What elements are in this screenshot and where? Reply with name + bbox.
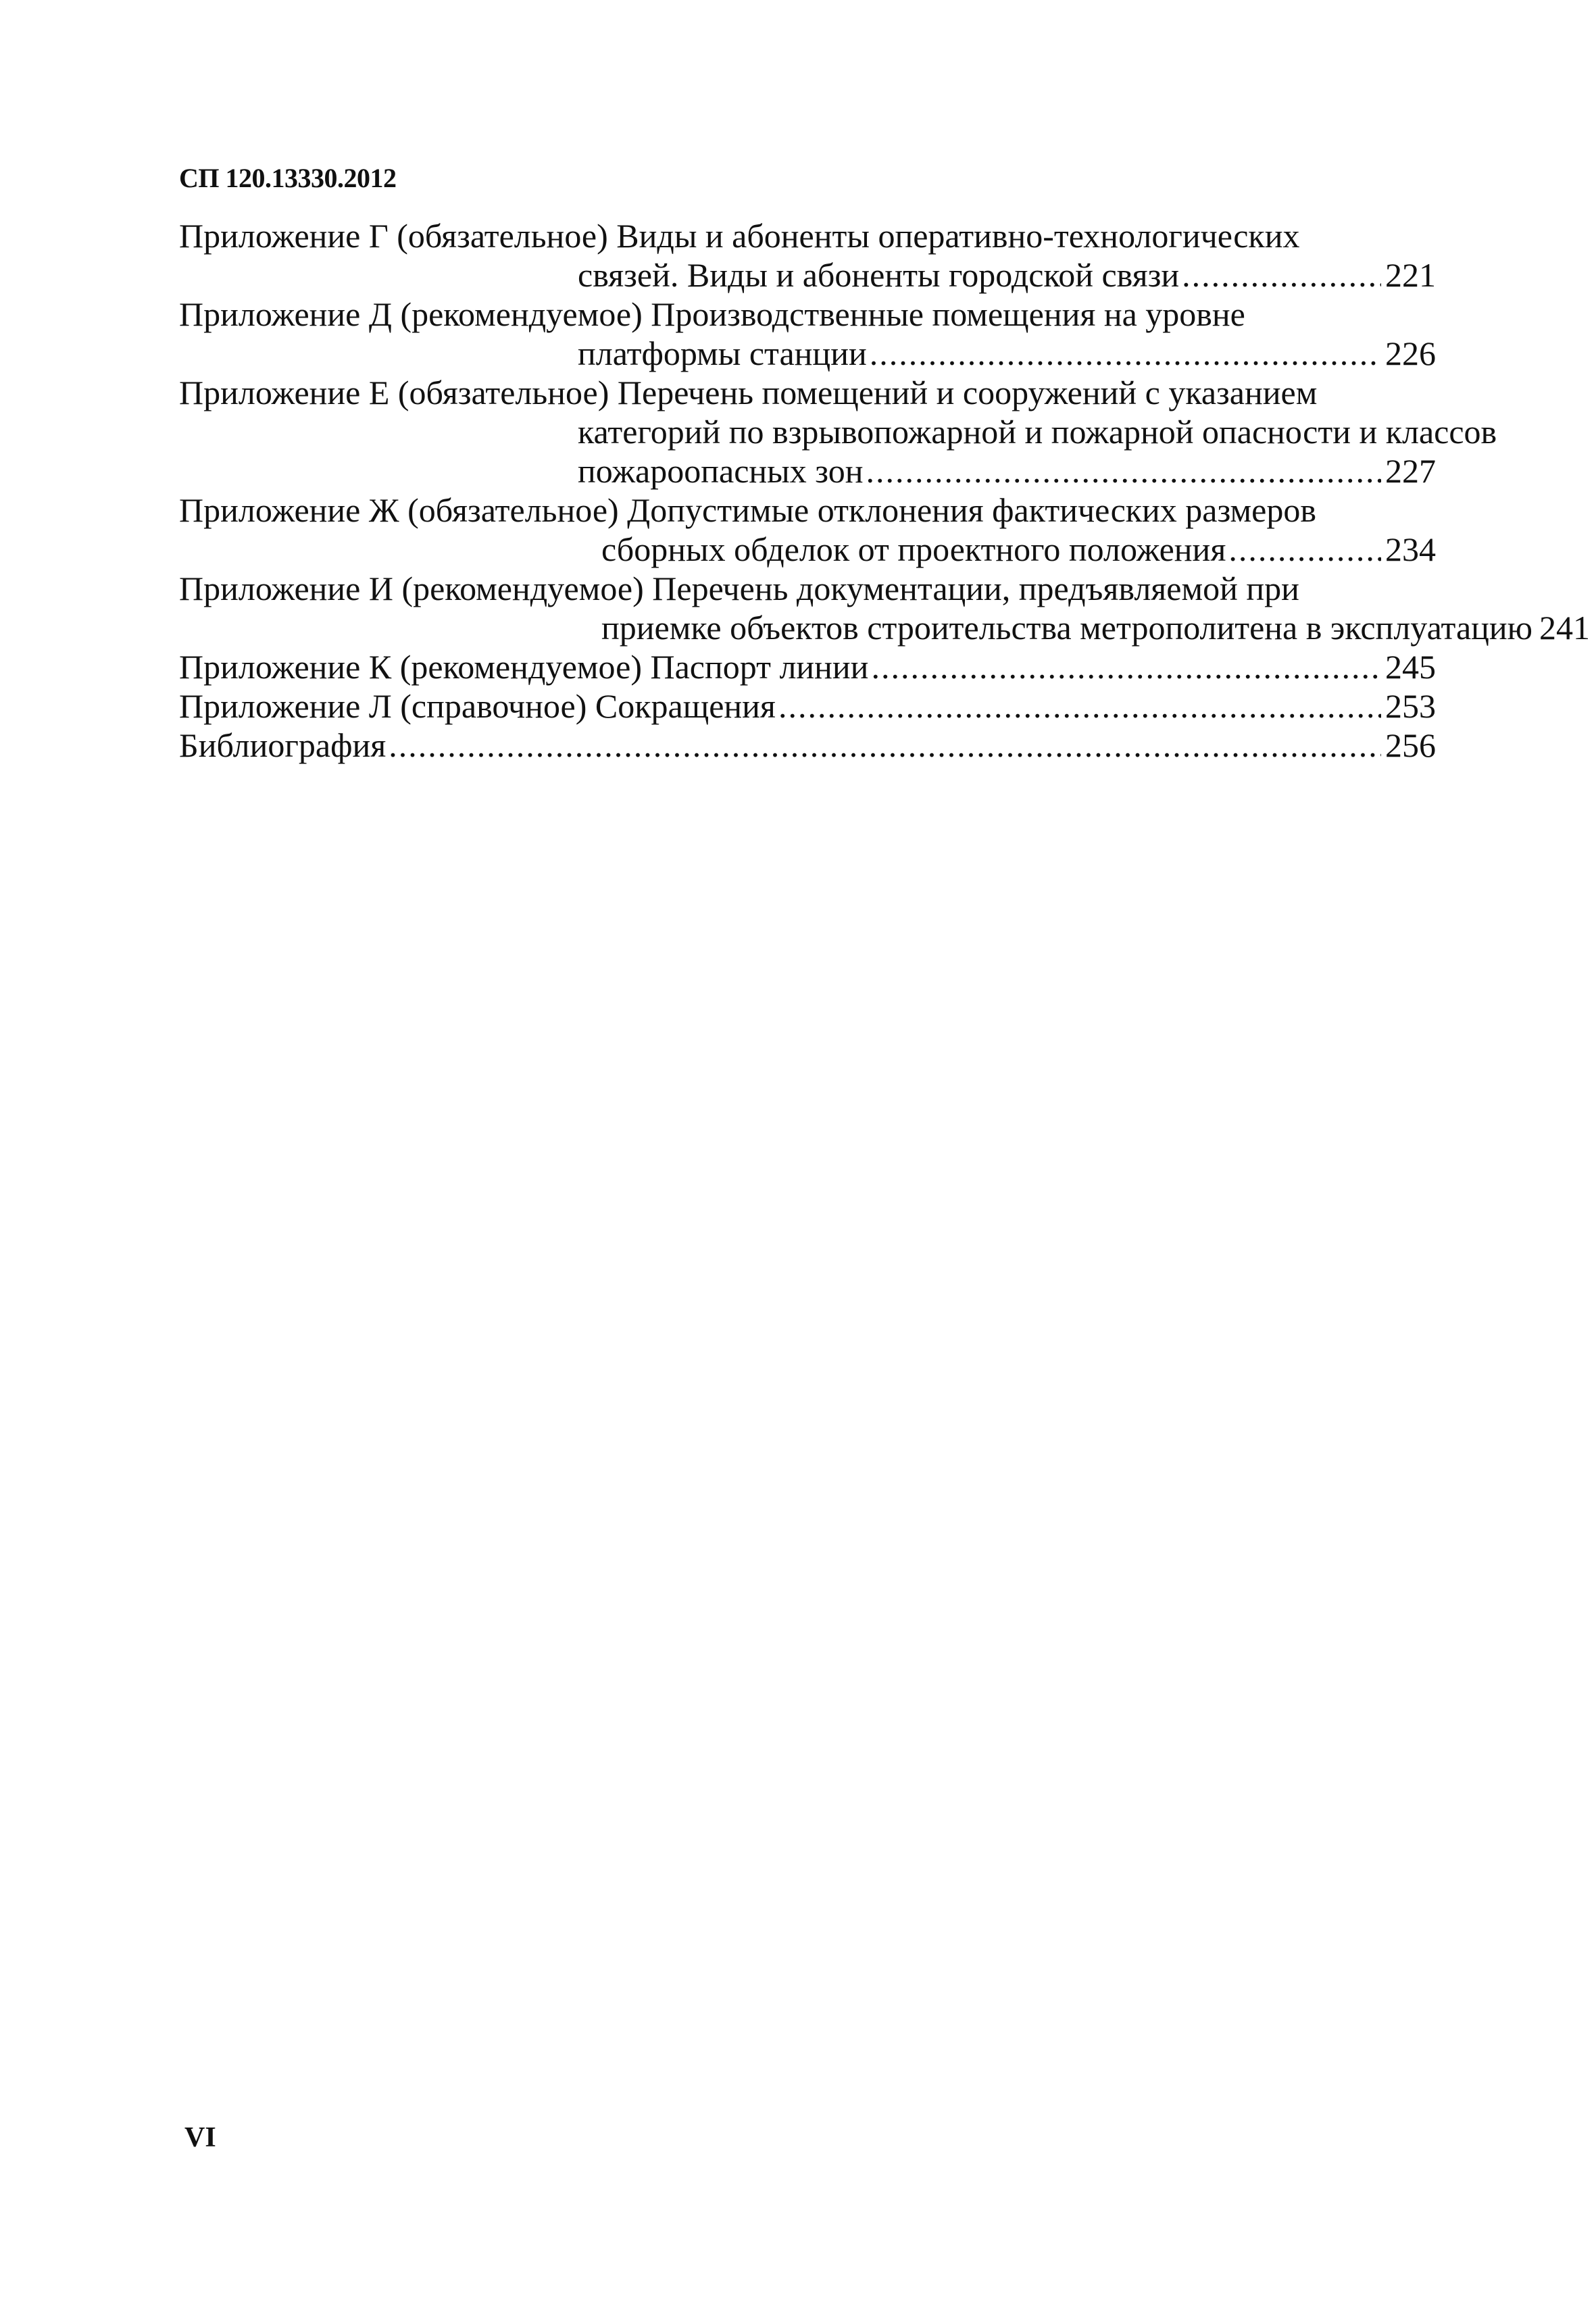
dot-leader xyxy=(1228,530,1381,569)
toc-page-number: 226 xyxy=(1385,334,1436,372)
toc-entry-title-line: Библиография xyxy=(179,726,386,764)
toc-entry-title-line: Приложение Л (справочное) Сокращения xyxy=(179,687,776,725)
toc-entry-continuation-line: сборных обделок от проектного положения xyxy=(601,530,1226,568)
toc-page-number: 221 xyxy=(1385,256,1436,294)
dot-leader xyxy=(866,451,1381,491)
toc-entry-title-line: Приложение Ж (обязательное) Допустимые отклонения фактических размеров xyxy=(179,491,1316,529)
dot-leader xyxy=(1182,255,1381,295)
toc-page-number: 245 xyxy=(1385,648,1436,686)
toc-entry[interactable] xyxy=(179,216,1436,295)
toc-entry[interactable] xyxy=(179,726,1436,765)
dot-leader xyxy=(870,334,1381,373)
toc-entry[interactable] xyxy=(179,686,1436,726)
toc-entry-continuation-line: платформы станции xyxy=(578,334,867,372)
toc-entry-title-line: Приложение Д (рекомендуемое) Производственные помещения на уровне xyxy=(179,295,1245,333)
toc-entry-continuation-line: категорий по взрывопожарной и пожарной опасности и классов xyxy=(578,413,1497,451)
dot-leader xyxy=(778,686,1381,726)
toc-entry[interactable] xyxy=(179,295,1436,373)
toc-entry[interactable] xyxy=(179,647,1436,686)
table-of-contents xyxy=(179,216,1591,765)
toc-entry-title-line: Приложение И (рекомендуемое) Перечень документации, предъявляемой при xyxy=(179,570,1299,607)
document-code: СП 120.13330.2012 xyxy=(179,163,397,193)
toc-entry-title-line: Приложение Е (обязательное) Перечень помещений и сооружений с указанием xyxy=(179,374,1318,411)
toc-entry-continuation-line: пожароопасных зон xyxy=(578,452,864,490)
toc-entry[interactable] xyxy=(179,491,1436,569)
toc-page-number: 234 xyxy=(1385,530,1436,568)
toc-entry-continuation-line: приемке объектов строительства метрополитена в эксплуатацию xyxy=(601,609,1533,647)
toc-entry-continuation-line: связей. Виды и абоненты городской связи xyxy=(578,256,1180,294)
toc-entry-title-line: Приложение К (рекомендуемое) Паспорт линии xyxy=(179,648,869,686)
toc-page-number: 256 xyxy=(1385,726,1436,764)
toc-entry[interactable] xyxy=(179,373,1497,491)
dot-leader xyxy=(389,726,1381,765)
dot-leader xyxy=(871,647,1381,686)
page-number-folio: VI xyxy=(184,2122,216,2153)
toc-entry[interactable] xyxy=(179,569,1591,647)
toc-entry-title-line: Приложение Г (обязательное) Виды и абоненты оперативно-технологических xyxy=(179,217,1300,255)
toc-page-number: 241 xyxy=(1539,609,1591,647)
toc-page-number: 227 xyxy=(1385,452,1436,490)
toc-page-number: 253 xyxy=(1385,687,1436,725)
